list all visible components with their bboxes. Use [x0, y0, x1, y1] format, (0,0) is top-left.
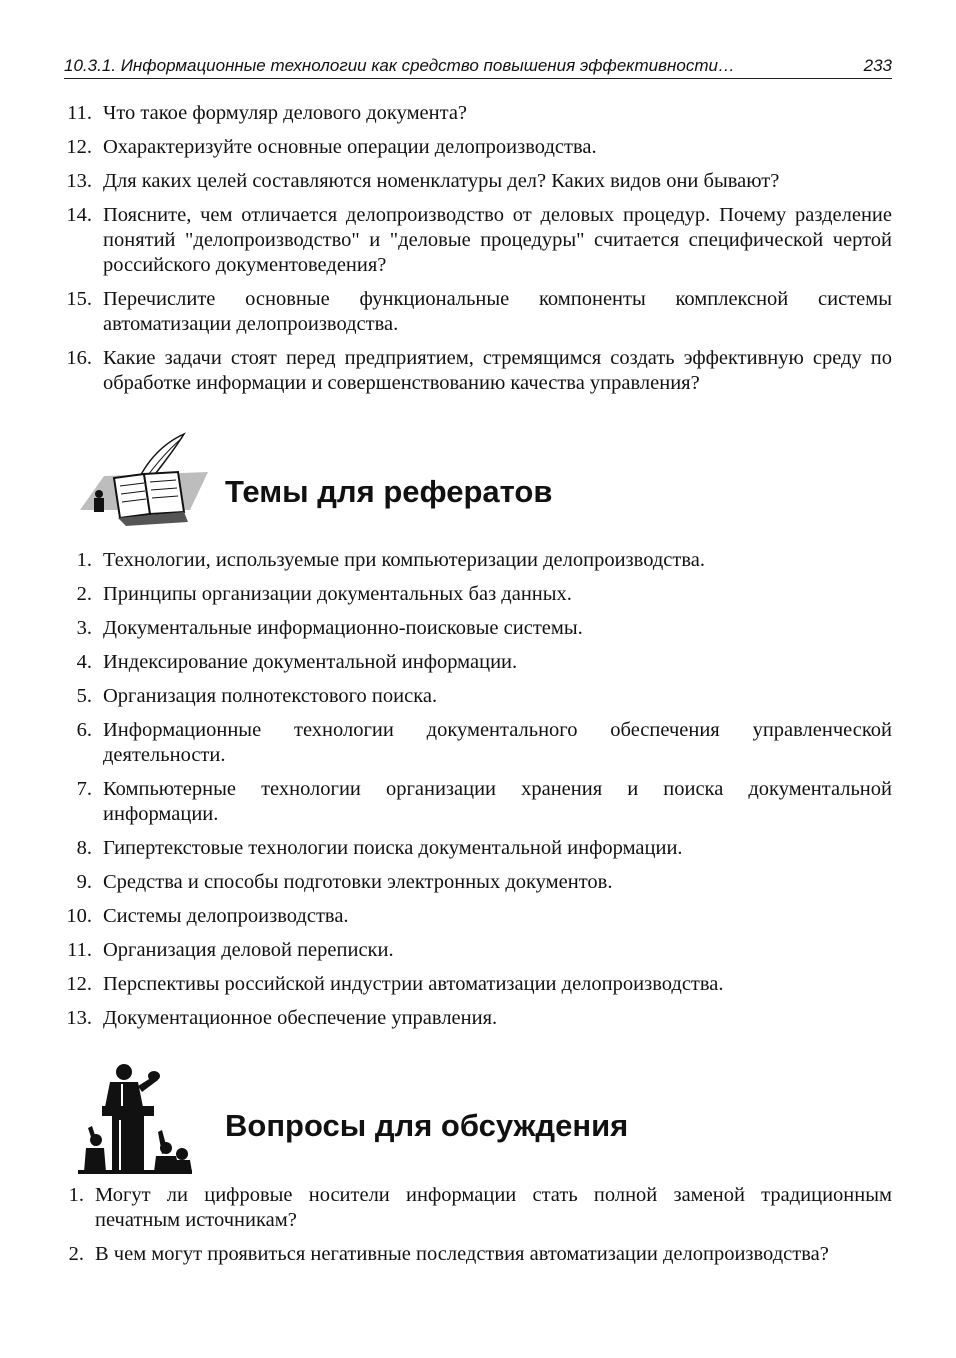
discussion-section-title: Вопросы для обсуждения — [225, 1108, 629, 1143]
list-item: 13. Для каких целей составляются номенклатуры дел? Каких видов они бывают? — [66, 170, 780, 192]
book-quill-icon — [74, 432, 214, 532]
list-item: 12. Охарактеризуйте основные операции делопроизводства. — [66, 136, 597, 158]
list-item: 2. В чем могут проявиться негативные последствия автоматизации делопроизводства? — [68, 1243, 829, 1265]
list-item: 6. Информационные технологии документального обеспечения управленческой деятельности. — [76, 719, 892, 766]
list-item: 1. Могут ли цифровые носители информации стать полной заменой традиционным печатным источникам? — [68, 1184, 892, 1231]
speaker-podium-icon — [74, 1062, 194, 1174]
list-item: 14. Поясните, чем отличается делопроизводство от деловых процедур. Почему разделение понятий "делопроизводство" и "деловые процедуры" считается специфической чертой российского документоведения? — [66, 204, 892, 276]
list-item: 2. Принципы организации документальных баз данных. — [76, 583, 572, 605]
list-item: 11. Организация деловой переписки. — [67, 939, 394, 961]
list-item: 8. Гипертекстовые технологии поиска документальной информации. — [76, 837, 683, 859]
list-item: 9. Средства и способы подготовки электронных документов. — [76, 871, 613, 893]
list-item: 1. Технологии, используемые при компьютеризации делопроизводства. — [76, 549, 705, 571]
list-item: 4. Индексирование документальной информации. — [76, 651, 518, 673]
list-item: 15. Перечислите основные функциональные компоненты комплексной системы автоматизации делопроизводства. — [66, 288, 892, 335]
questions-list — [64, 101, 892, 405]
topics-list — [64, 548, 892, 1040]
list-item: 7. Компьютерные технологии организации хранения и поиска документальной информации. — [76, 778, 892, 825]
topics-section-title: Темы для рефератов — [225, 474, 553, 509]
running-header-title: 10.3.1. Информационные технологии как средство повышения эффективности… — [64, 56, 735, 75]
list-item: 12. Перспективы российской индустрии автоматизации делопроизводства. — [66, 973, 724, 995]
list-item: 5. Организация полнотекстового поиска. — [76, 685, 438, 707]
list-item: 13. Документационное обеспечение управления. — [66, 1007, 498, 1029]
list-item: 3. Документальные информационно-поисковые системы. — [76, 617, 583, 639]
page-number: 233 — [863, 56, 892, 75]
running-header — [64, 52, 892, 79]
list-item: 11. Что такое формуляр делового документа? — [67, 102, 468, 124]
discussion-list — [64, 1183, 892, 1276]
list-item: 16. Какие задачи стоят перед предприятием, стремящимся создать эффективную среду по обработке информации и совершенствованию качества управления? — [66, 347, 892, 394]
list-item: 10. Системы делопроизводства. — [66, 905, 349, 927]
